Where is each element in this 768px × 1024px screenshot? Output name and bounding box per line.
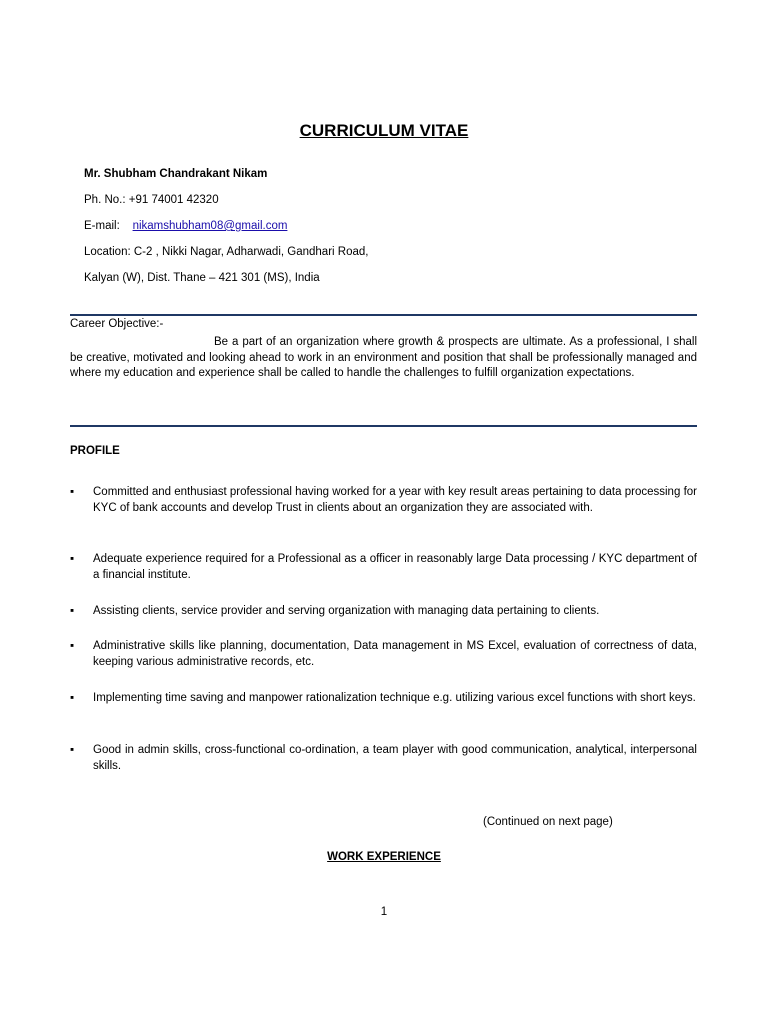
profile-bullet-text: Adequate experience required for a Professional as a officer in reasonably large Data processing / KYC department of a financial institute.	[93, 553, 697, 581]
profile-bullet-item	[70, 638, 697, 670]
section-divider	[70, 425, 697, 427]
bullet-icon: ▪	[70, 486, 75, 498]
email-label: E-mail:	[84, 220, 120, 232]
email-line	[84, 220, 287, 232]
candidate-name: Mr. Shubham Chandrakant Nikam	[84, 168, 268, 180]
phone-number: Ph. No.: +91 74001 42320	[84, 194, 219, 206]
bullet-icon: ▪	[70, 553, 75, 565]
profile-bullet-text: Assisting clients, service provider and serving organization with managing data pertaining to clients.	[93, 605, 600, 617]
section-divider	[70, 314, 697, 316]
profile-bullet-item	[70, 742, 697, 774]
bullet-icon: ▪	[70, 605, 75, 617]
career-objective-label: Career Objective:-	[70, 318, 164, 330]
profile-bullet-text: Good in admin skills, cross-functional co-ordination, a team player with good communication, analytical, interpersonal skills.	[93, 744, 697, 772]
location-line-1: Location: C-2 , Nikki Nagar, Adharwadi, Gandhari Road,	[84, 246, 369, 258]
profile-heading: PROFILE	[70, 445, 120, 457]
document-title: CURRICULUM VITAE	[299, 121, 469, 140]
location-line-2: Kalyan (W), Dist. Thane – 421 301 (MS), India	[84, 272, 320, 284]
profile-bullet-item	[70, 484, 697, 516]
email-link[interactable]: nikamshubham08@gmail.com	[132, 220, 288, 232]
profile-bullet-text: Administrative skills like planning, documentation, Data management in MS Excel, evaluation of correctness of data, keeping various administrative records, etc.	[93, 640, 697, 668]
work-experience-heading: WORK EXPERIENCE	[327, 851, 441, 863]
bullet-icon: ▪	[70, 640, 75, 652]
continued-note: (Continued on next page)	[483, 816, 613, 828]
profile-bullet-item	[70, 603, 697, 619]
career-objective-text: Be a part of an organization where growth & prospects are ultimate. As a professional, I shall be creative, motivated and looking ahead to work in an environment and position that shall be professionally managed and where my education and experience shall be called to handle the challenges to fulfill organization expectations.	[70, 336, 697, 380]
profile-bullet-text: Committed and enthusiast professional having worked for a year with key result areas pertaining to data processing for KYC of bank accounts and develop Trust in clients about an organization they are associated with.	[93, 486, 697, 514]
profile-bullet-item	[70, 551, 697, 583]
profile-bullet-text: Implementing time saving and manpower rationalization technique e.g. utilizing various excel functions with short keys.	[93, 692, 696, 704]
page-number: 1	[380, 906, 388, 918]
profile-bullet-item	[70, 690, 697, 706]
bullet-icon: ▪	[70, 692, 75, 704]
bullet-icon: ▪	[70, 744, 75, 756]
